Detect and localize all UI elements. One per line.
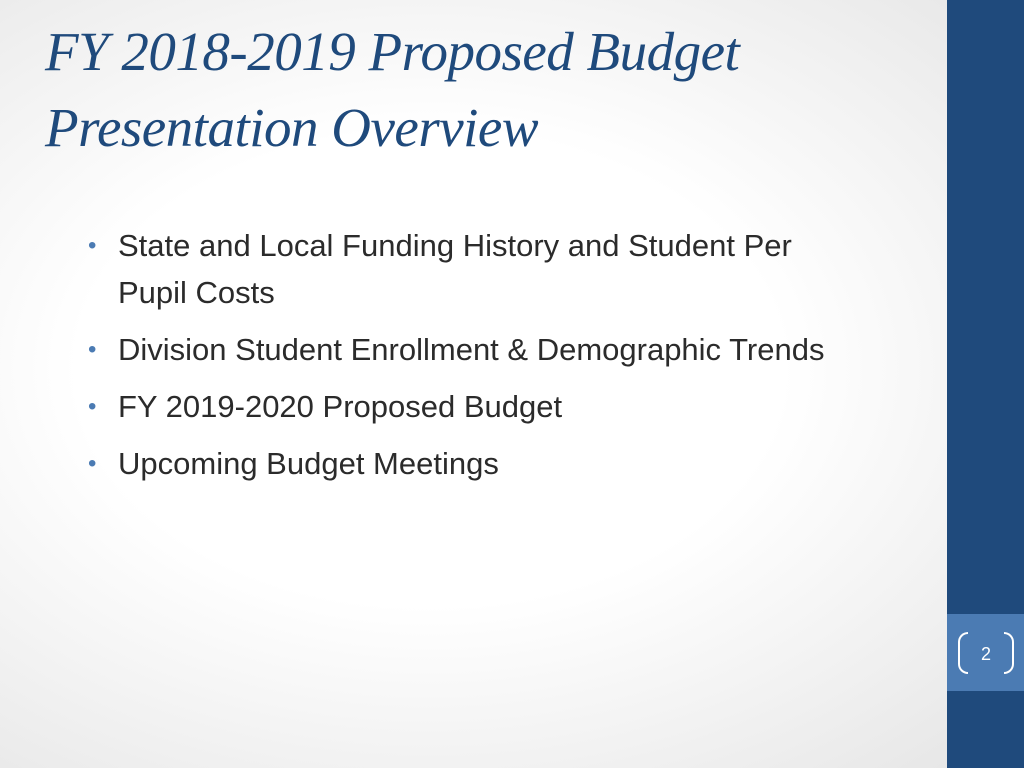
bullet-dot-icon: • xyxy=(88,336,97,363)
bullet-dot-icon: • xyxy=(88,393,97,420)
bullet-text: State and Local Funding History and Student Per Pupil Costs xyxy=(118,228,792,310)
bullet-dot-icon: • xyxy=(88,232,97,259)
bullet-item xyxy=(88,326,848,373)
slide-title xyxy=(45,14,925,166)
bullet-item xyxy=(88,222,848,316)
slide-title-line-2: Presentation Overview xyxy=(45,97,539,158)
bullet-text: Division Student Enrollment & Demographic Trends xyxy=(118,332,825,367)
slide-number: 2 xyxy=(980,643,991,664)
bullet-text: FY 2019-2020 Proposed Budget xyxy=(118,389,563,424)
bullet-item xyxy=(88,440,848,487)
bullet-list xyxy=(88,222,848,497)
bullet-dot-icon: • xyxy=(88,450,97,477)
bullet-item xyxy=(88,383,848,430)
bullet-text: Upcoming Budget Meetings xyxy=(118,446,499,481)
slide-title-line-1: FY 2018-2019 Proposed Budget xyxy=(45,21,740,82)
